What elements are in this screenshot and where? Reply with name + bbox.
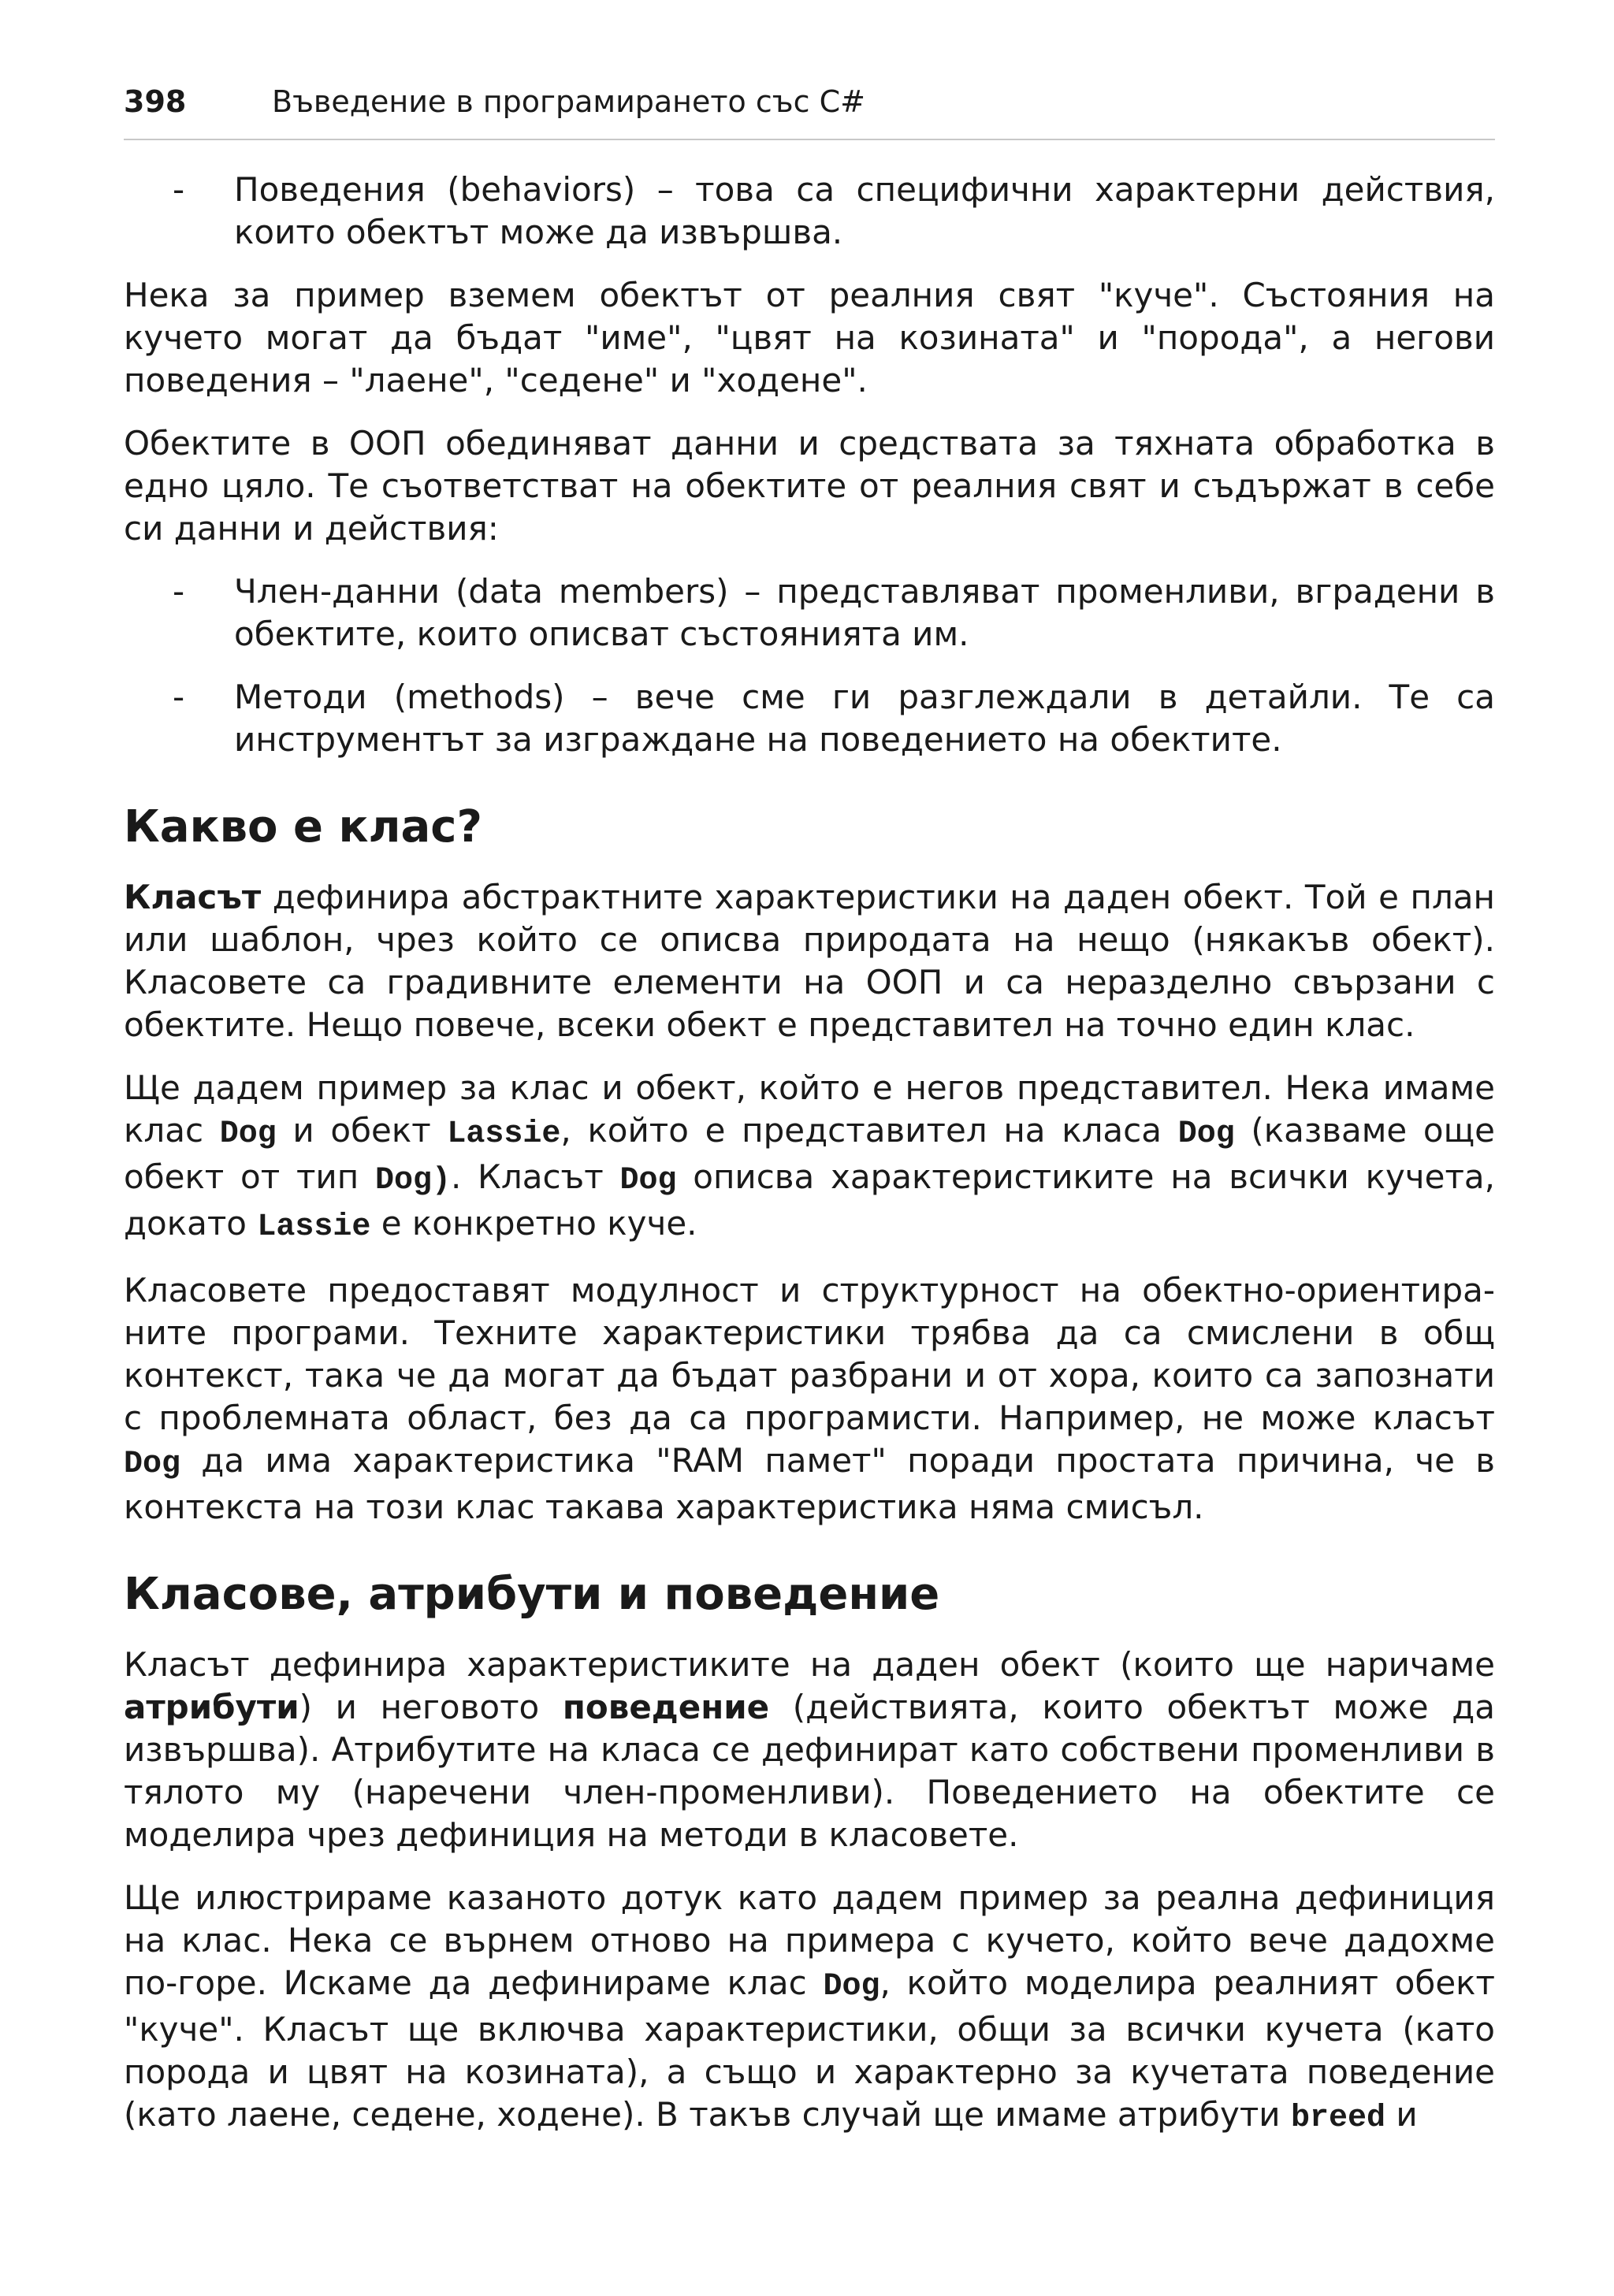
heading-what-is-class: Какво е клас? xyxy=(124,801,482,853)
code-term: Dog xyxy=(619,1163,677,1198)
bullet-dash: - xyxy=(173,170,185,209)
bold-term: Класът xyxy=(124,878,262,916)
page-content xyxy=(124,169,1495,2160)
text-run: да има характеристика "RAM памет" поради простата причина, че в контекста на този клас такава характеристика няма смисъл. xyxy=(124,1441,1495,1526)
code-term: Lassie xyxy=(257,1209,371,1245)
book-title: Въведение в програмирането със C# xyxy=(272,84,865,119)
bullet-text: Член-данни (data members) – представляват променливи, вградени в обектите, които описват състоянията им. xyxy=(234,572,1495,653)
code-term: Dog xyxy=(823,1969,880,2004)
text-run: , който моделира реалният обект "куче". Класът ще включва характеристики, общи за всички кучета (като порода и цвят на козината), а също и характерно за кучетата поведение (като лаене, седене, ходене). В такъв случай ще имаме атрибути xyxy=(124,1963,1495,2134)
code-term: Lassie xyxy=(447,1116,561,1152)
bullet-behaviors xyxy=(124,169,1495,254)
text-run: описва характеристиките на всички кучета, докато xyxy=(124,1157,1496,1243)
bold-term: атрибути xyxy=(124,1688,299,1726)
text-run: е конкретно куче. xyxy=(370,1204,697,1243)
code-term: Dog) xyxy=(374,1163,451,1198)
bullet-data-members xyxy=(124,570,1495,656)
paragraph-class-example xyxy=(124,1067,1495,1249)
bullet-text: Поведения (behaviors) – това са специфични характерни действия, които обектът може да извършва. xyxy=(234,170,1495,251)
text-run: Класовете предоставят модулност и структурност на обектно-ориентира-ните програми. Техните характеристики трябва да са смислени в общ контекст, така че да могат да бъдат разбрани и от хора, които са запознати с проблемната област, без да са програмисти. Например, не може класът xyxy=(124,1271,1495,1437)
paragraph-dog-example: Нека за пример вземем обектът от реалния свят "куче". Състояния на кучето могат да бъдат "име", "цвят на козината" и "порода", а негови поведения – "лаене", "седене" и "ходене". xyxy=(124,276,1495,399)
text-run: Ще илюстрираме казаното дотук като дадем пример за реална дефиниция на клас. Нека се върнем отново на примера с кучето, който вече дадохме по-горе. Искаме да дефинираме клас xyxy=(124,1878,1495,2002)
code-term: Dog xyxy=(219,1116,277,1152)
text-run: , който е представител на класа xyxy=(560,1111,1178,1150)
bold-term: поведение xyxy=(562,1688,770,1726)
text-run: (казваме още обект от тип xyxy=(124,1111,1496,1196)
text-run: Ще дадем пример за клас и обект, който е негов представител. Нека имаме клас xyxy=(124,1068,1495,1150)
text-run: и обект xyxy=(276,1111,448,1150)
bullet-dash: - xyxy=(173,572,185,611)
paragraph-class-modularity xyxy=(124,1269,1495,1529)
paragraph-class-illustration xyxy=(124,1877,1495,2140)
page-number: 398 xyxy=(124,84,187,119)
text-run: . Класът xyxy=(450,1157,620,1196)
paragraph-class-definition xyxy=(124,876,1495,1046)
bullet-dash: - xyxy=(173,678,185,716)
paragraph-oop-objects: Обектите в ООП обединяват данни и средствата за тяхната обработка в едно цяло. Те съответстват на обектите от реалния свят и съдържат в себе си данни и действия: xyxy=(124,424,1495,548)
paragraph-class-attributes xyxy=(124,1644,1495,1856)
code-term: breed xyxy=(1290,2101,1385,2136)
code-term: Dog xyxy=(124,1447,181,1482)
text-run: Класът дефинира характеристиките на даден обект (които ще наричаме xyxy=(124,1645,1495,1684)
text-run: (действията, които обектът може да извършва). Атрибутите на класа се дефинират като собствени променливи в тялото му (наречени член-променливи). Поведението на обектите се моделира чрез дефиниция на методи в класовете. xyxy=(124,1688,1495,1854)
text-run: ) и неговото xyxy=(299,1688,563,1726)
heading-classes-attributes-behavior: Класове, атрибути и поведение xyxy=(124,1569,940,1620)
bullet-text: Методи (methods) – вече сме ги разглеждали в детайли. Те са инструментът за изграждане на поведението на обектите. xyxy=(234,678,1495,759)
text-run: и xyxy=(1385,2095,1418,2134)
code-term: Dog xyxy=(1177,1116,1235,1152)
running-header xyxy=(124,82,1495,140)
text-run: дефинира абстрактните характеристики на даден обект. Той е план или шаблон, чрез който се описва природата на нещо (някакъв обект). Класовете са градивните елементи на ООП и са неразделно свързани с обектите. Нещо повече, всеки обект е представител на точно един клас. xyxy=(124,878,1495,1044)
bullet-methods xyxy=(124,676,1495,761)
